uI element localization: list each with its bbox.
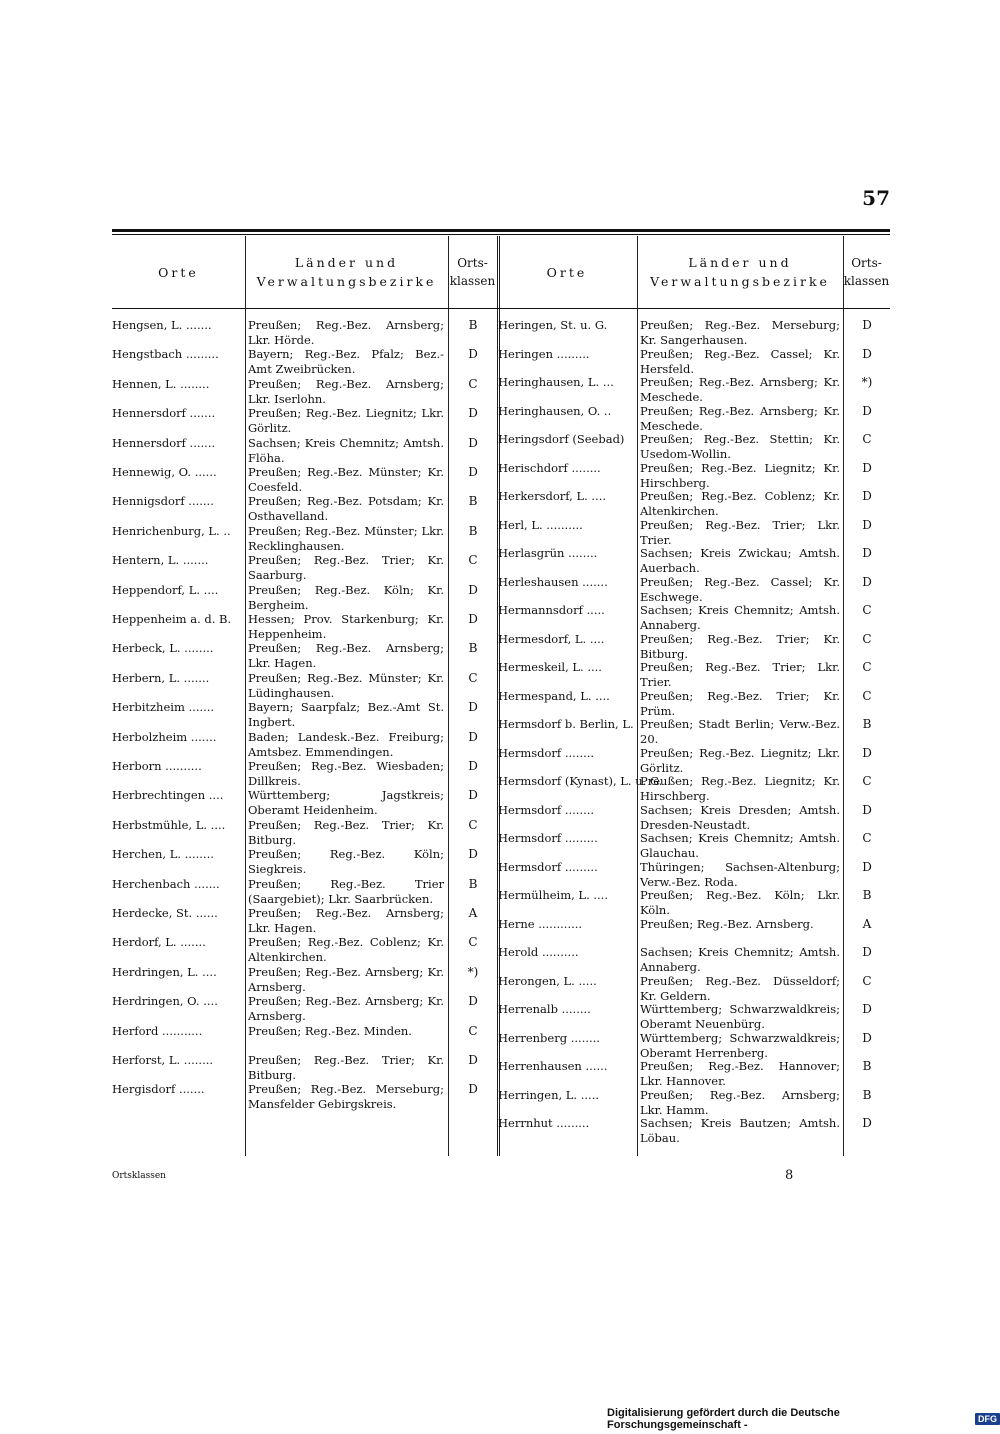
location-class: D <box>468 759 478 773</box>
location-class: C <box>862 631 872 646</box>
place-name: Hermsdorf ........ <box>498 745 595 760</box>
administrative-district: Preußen; Reg.-Bez. Trier; Kr. Saarburg. <box>248 553 444 583</box>
header-klassen-right <box>843 236 890 308</box>
administrative-district: Preußen; Reg.-Bez. Münster; Kr. Lüdinghausen. <box>248 670 444 700</box>
place-name: Herringen, L. ..... <box>498 1087 600 1102</box>
location-class: C <box>468 935 478 950</box>
place-name: Hennen, L. ........ <box>112 376 210 391</box>
place-name: Heringen ......... <box>498 346 590 361</box>
administrative-district: Preußen; Reg.-Bez. Minden. <box>248 1023 412 1038</box>
administrative-district: Preußen; Reg.-Bez. Potsdam; Kr. Osthavelland. <box>248 494 444 524</box>
location-class: B <box>468 876 478 891</box>
place-name: Hermsdorf ........ <box>498 802 595 817</box>
administrative-district: Preußen; Reg.-Bez. Cassel; Kr. Eschwege. <box>640 574 840 604</box>
page-number: 57 <box>862 186 890 210</box>
administrative-district: Preußen; Reg.-Bez. Trier; Kr. Prüm. <box>640 688 840 718</box>
administrative-district: Baden; Landesk.-Bez. Freiburg; Amtsbez. Emmendingen. <box>248 729 444 759</box>
footer-signature: 8 <box>785 1168 794 1183</box>
administrative-district: Preußen; Reg.-Bez. Arnsberg. <box>640 916 814 931</box>
administrative-district: Hessen; Prov. Starkenburg; Kr. Heppenheim. <box>248 612 444 641</box>
administrative-district: Preußen; Reg.-Bez. Trier; Kr. Bitburg. <box>248 1053 444 1082</box>
place-name: Herdringen, O. .... <box>112 994 218 1009</box>
digitization-text: Digitalisierung gefördert durch die Deutsche Forschungsgemeinschaft - <box>607 1407 840 1431</box>
place-name: Hermsdorf b. Berlin, L. <box>498 717 634 731</box>
administrative-district: Preußen; Reg.-Bez. Münster; Kr. Coesfeld. <box>248 465 444 494</box>
location-class: D <box>468 700 478 715</box>
place-name: Hermeskeil, L. .... <box>498 660 602 674</box>
place-name: Hennersdorf ....... <box>112 435 216 450</box>
location-class: D <box>862 859 872 874</box>
place-name: Heringhausen, L. ... <box>498 375 614 389</box>
location-class: D <box>862 1002 872 1016</box>
column-divider <box>448 236 449 1156</box>
administrative-district: Preußen; Reg.-Bez. Trier; Kr. Bitburg. <box>640 631 840 661</box>
administrative-district: Preußen; Reg.-Bez. Liegnitz; Lkr. Görlitz. <box>640 745 840 775</box>
location-class: D <box>862 1116 872 1130</box>
header-orte-label-right: Orte <box>546 264 588 280</box>
administrative-district: Preußen; Reg.-Bez. Arnsberg; Kr. Arnsberg. <box>248 964 444 994</box>
location-class: D <box>862 574 872 589</box>
location-class: A <box>468 906 478 920</box>
place-name: Herrenberg ........ <box>498 1030 600 1045</box>
administrative-district: Preußen; Reg.-Bez. Münster; Lkr. Recklinghausen. <box>248 523 444 553</box>
table-header <box>112 236 890 309</box>
location-class: B <box>468 318 478 332</box>
location-class: D <box>468 347 478 362</box>
top-rule <box>112 229 890 232</box>
location-class: C <box>468 817 478 832</box>
place-name: Herchen, L. ........ <box>112 847 214 862</box>
location-class: D <box>862 945 872 959</box>
administrative-district: Preußen; Reg.-Bez. Arnsberg; Lkr. Iserlohn. <box>248 376 444 406</box>
place-name: Herborn .......... <box>112 759 202 773</box>
location-class: D <box>468 465 478 479</box>
place-name: Herrenhausen ...... <box>498 1059 608 1073</box>
administrative-district: Preußen; Reg.-Bez. Hannover; Lkr. Hannover. <box>640 1059 840 1088</box>
location-class: D <box>862 1030 872 1045</box>
location-class: D <box>862 517 872 532</box>
place-name: Herrnhut ......... <box>498 1116 590 1130</box>
location-class: D <box>862 318 872 332</box>
place-name: Herkersdorf, L. .... <box>498 489 607 503</box>
administrative-district: Preußen; Reg.-Bez. Arnsberg; Kr. Meschede. <box>640 375 840 404</box>
administrative-district: Bayern; Saarpfalz; Bez.-Amt St. Ingbert. <box>248 700 444 730</box>
place-name: Hengsen, L. ....... <box>112 318 212 332</box>
location-class: C <box>862 660 872 674</box>
place-name: Hennigsdorf ....... <box>112 494 214 509</box>
header-klassen-line2-right: klassen <box>843 274 890 288</box>
location-class: *) <box>861 375 873 389</box>
location-class: D <box>468 847 478 862</box>
administrative-district: Preußen; Reg.-Bez. Merseburg; Kr. Sangerhausen. <box>640 318 840 347</box>
administrative-district: Preußen; Reg.-Bez. Arnsberg; Lkr. Hagen. <box>248 641 444 671</box>
administrative-district: Preußen; Reg.-Bez. Trier (Saargebiet); Lkr. Saarbrücken. <box>248 876 444 906</box>
administrative-district: Bayern; Reg.-Bez. Pfalz; Bez.-Amt Zweibrücken. <box>248 347 444 377</box>
location-class: B <box>862 1087 872 1102</box>
location-class: C <box>862 432 872 446</box>
location-class: D <box>468 435 478 450</box>
location-class: B <box>468 523 478 538</box>
administrative-district: Preußen; Reg.-Bez. Stettin; Kr. Usedom-Wollin. <box>640 432 840 461</box>
administrative-district: Preußen; Reg.-Bez. Coblenz; Kr. Altenkirchen. <box>248 935 444 965</box>
place-name: Herbstmühle, L. .... <box>112 817 226 832</box>
administrative-district: Preußen; Reg.-Bez. Köln; Lkr. Köln. <box>640 888 840 917</box>
place-name: Herbrechtingen .... <box>112 788 224 803</box>
administrative-district: Württemberg; Schwarzwaldkreis; Oberamt Neuenbürg. <box>640 1002 840 1031</box>
location-class: D <box>862 403 872 418</box>
place-name: Hermannsdorf ..... <box>498 603 605 617</box>
location-class: B <box>468 641 478 656</box>
location-class: D <box>862 460 872 475</box>
place-name: Heringsdorf (Seebad) <box>498 432 625 446</box>
administrative-district: Württemberg; Jagstkreis; Oberamt Heidenheim. <box>248 788 444 818</box>
header-orte-label: Orte <box>158 264 199 280</box>
dfg-logo-icon: DFG <box>975 1413 1000 1425</box>
location-class: B <box>862 717 872 731</box>
place-name: Hentern, L. ....... <box>112 553 209 568</box>
place-name: Hennewig, O. ...... <box>112 465 217 479</box>
administrative-district: Sachsen; Kreis Chemnitz; Amtsh. Glauchau. <box>640 831 840 860</box>
place-name: Herbeck, L. ........ <box>112 641 214 656</box>
place-name: Herbitzheim ....... <box>112 700 215 715</box>
place-name: Heringhausen, O. .. <box>498 403 612 418</box>
location-class: D <box>862 546 872 560</box>
administrative-district: Sachsen; Kreis Chemnitz; Amtsh. Flöha. <box>248 435 444 465</box>
place-name: Herleshausen ....... <box>498 574 608 589</box>
place-name: Hennersdorf ....... <box>112 406 216 421</box>
administrative-district: Sachsen; Kreis Chemnitz; Amtsh. Annaberg. <box>640 945 840 974</box>
header-laender-line1: Länder und <box>294 255 399 270</box>
place-name: Hengstbach ......... <box>112 347 219 362</box>
administrative-district: Preußen; Reg.-Bez. Arnsberg; Lkr. Hagen. <box>248 906 444 935</box>
place-name: Herrenalb ........ <box>498 1002 591 1016</box>
location-class: D <box>862 745 872 760</box>
header-laender-line2-right: Verwaltungsbezirke <box>650 274 830 289</box>
place-name: Herdringen, L. .... <box>112 964 217 979</box>
place-name: Herdecke, St. ...... <box>112 906 218 920</box>
administrative-district: Sachsen; Kreis Zwickau; Amtsh. Auerbach. <box>640 546 840 575</box>
place-name: Hermsdorf (Kynast), L. u. G. <box>498 774 663 788</box>
place-name: Hermülheim, L. .... <box>498 888 608 902</box>
location-class: D <box>468 1053 478 1067</box>
administrative-district: Preußen; Stadt Berlin; Verw.-Bez. 20. <box>640 717 840 746</box>
place-name: Herchenbach ....... <box>112 876 220 891</box>
administrative-district: Preußen; Reg.-Bez. Trier; Kr. Bitburg. <box>248 817 444 847</box>
place-name: Henrichenburg, L. .. <box>112 523 231 538</box>
location-class: B <box>862 1059 872 1073</box>
administrative-district: Preußen; Reg.-Bez. Merseburg; Mansfelder Gebirgskreis. <box>248 1082 444 1112</box>
administrative-district: Preußen; Reg.-Bez. Köln; Kr. Bergheim. <box>248 582 444 612</box>
location-class: D <box>468 729 478 744</box>
footer-left: Ortsklassen <box>112 1171 166 1181</box>
header-klassen <box>448 236 497 308</box>
location-class: C <box>862 603 872 617</box>
location-class: B <box>468 494 478 509</box>
administrative-district: Preußen; Reg.-Bez. Trier; Lkr. Trier. <box>640 660 840 689</box>
place-name: Hermespand, L. .... <box>498 688 610 703</box>
place-name: Herl, L. .......... <box>498 517 583 532</box>
header-orte-right <box>497 236 637 308</box>
digitization-credit <box>607 1407 1000 1431</box>
header-laender-right <box>637 236 843 308</box>
place-name: Herbolzheim ....... <box>112 729 217 744</box>
administrative-district: Sachsen; Kreis Chemnitz; Amtsh. Annaberg. <box>640 603 840 632</box>
header-klassen-line1-right: Orts- <box>851 256 882 270</box>
location-class: C <box>862 688 872 703</box>
administrative-district: Preußen; Reg.-Bez. Düsseldorf; Kr. Geldern. <box>640 973 840 1003</box>
location-class: C <box>468 670 478 685</box>
location-class: C <box>862 831 872 845</box>
place-name: Herford ........... <box>112 1023 203 1038</box>
location-class: A <box>862 916 872 931</box>
location-class: B <box>862 888 872 902</box>
location-class: D <box>468 788 478 803</box>
place-name: Herischdorf ........ <box>498 460 601 475</box>
place-name: Herforst, L. ........ <box>112 1053 214 1067</box>
administrative-district: Thüringen; Sachsen-Altenburg; Verw.-Bez. Roda. <box>640 859 840 889</box>
header-laender-line1-right: Länder und <box>688 255 792 270</box>
administrative-district: Sachsen; Kreis Dresden; Amtsh. Dresden-Neustadt. <box>640 802 840 832</box>
header-klassen-line1: Orts- <box>457 256 488 270</box>
header-laender <box>245 236 448 308</box>
location-class: D <box>862 802 872 817</box>
place-name: Herold .......... <box>498 945 579 959</box>
column-divider <box>245 236 246 1156</box>
administrative-district: Preußen; Reg.-Bez. Cassel; Kr. Hersfeld. <box>640 346 840 376</box>
place-name: Heppenheim a. d. B. <box>112 612 232 626</box>
place-name: Hergisdorf ....... <box>112 1082 205 1097</box>
administrative-district: Preußen; Reg.-Bez. Liegnitz; Kr. Hirschberg. <box>640 460 840 490</box>
place-name: Heppendorf, L. .... <box>112 582 219 597</box>
administrative-district: Preußen; Reg.-Bez. Arnsberg; Kr. Meschede. <box>640 403 840 433</box>
location-class: D <box>468 612 478 626</box>
location-class: D <box>468 582 478 597</box>
location-class: D <box>468 1082 478 1097</box>
administrative-district: Preußen; Reg.-Bez. Coblenz; Kr. Altenkirchen. <box>640 489 840 518</box>
location-class: C <box>862 973 872 988</box>
administrative-district: Preußen; Reg.-Bez. Trier; Lkr. Trier. <box>640 517 840 547</box>
administrative-district: Preußen; Reg.-Bez. Wiesbaden; Dillkreis. <box>248 759 444 788</box>
top-rule-thin <box>112 234 890 235</box>
place-name: Herdorf, L. ....... <box>112 935 206 950</box>
administrative-district: Württemberg; Schwarzwaldkreis; Oberamt Herrenberg. <box>640 1030 840 1060</box>
location-class: C <box>468 553 478 568</box>
location-class: D <box>468 994 478 1009</box>
administrative-district: Preußen; Reg.-Bez. Liegnitz; Lkr. Görlitz. <box>248 406 444 436</box>
administrative-district: Preußen; Reg.-Bez. Liegnitz; Kr. Hirschberg. <box>640 774 840 803</box>
header-laender-line2: Verwaltungsbezirke <box>256 274 437 289</box>
administrative-district: Preußen; Reg.-Bez. Köln; Siegkreis. <box>248 847 444 877</box>
location-class: D <box>862 489 872 503</box>
place-name: Heringen, St. u. G. <box>498 318 608 332</box>
place-name: Hermesdorf, L. .... <box>498 631 605 646</box>
place-name: Herne ............ <box>498 916 583 931</box>
location-class: D <box>468 406 478 421</box>
location-class: D <box>862 346 872 361</box>
place-name: Herongen, L. ..... <box>498 973 597 988</box>
administrative-district: Preußen; Reg.-Bez. Arnsberg; Lkr. Hamm. <box>640 1087 840 1117</box>
place-name: Herbern, L. ....... <box>112 670 210 685</box>
column-divider <box>637 236 638 1156</box>
location-class: C <box>862 774 872 788</box>
header-klassen-line2: klassen <box>449 274 496 288</box>
administrative-district: Preußen; Reg.-Bez. Arnsberg; Lkr. Hörde. <box>248 318 444 347</box>
place-name: Hermsdorf ......... <box>498 859 598 874</box>
administrative-district: Preußen; Reg.-Bez. Arnsberg; Kr. Arnsberg. <box>248 994 444 1024</box>
header-orte <box>112 236 245 308</box>
location-class: *) <box>467 964 479 979</box>
administrative-district: Sachsen; Kreis Bautzen; Amtsh. Löbau. <box>640 1116 840 1145</box>
location-class: C <box>468 376 478 391</box>
place-name: Herlasgrün ........ <box>498 546 598 560</box>
location-class: C <box>468 1023 478 1038</box>
place-name: Hermsdorf ......... <box>498 831 598 845</box>
